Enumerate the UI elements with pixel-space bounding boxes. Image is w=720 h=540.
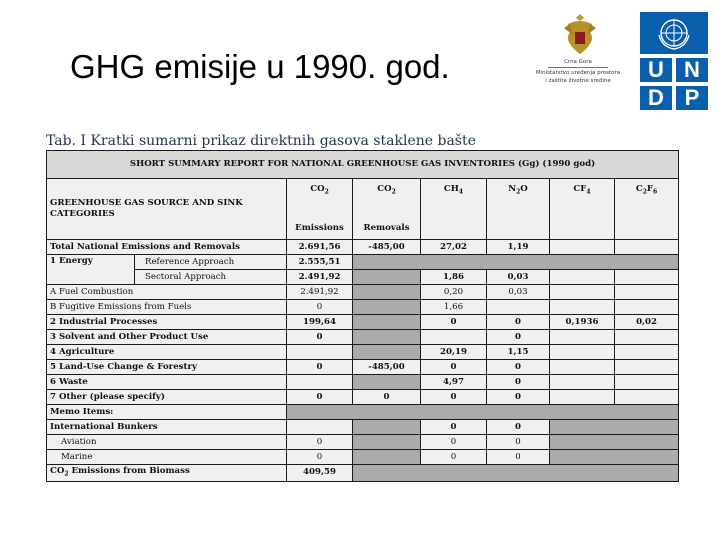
table-row	[47, 285, 679, 300]
cell-ch4: 1,86	[421, 270, 487, 285]
coat-of-arms-logo	[560, 10, 600, 60]
table-caption-text: Tab. I Kratki sumarni prikaz direktnih gasova staklene bašte	[46, 133, 476, 149]
cell-n2o: 0	[487, 315, 550, 330]
shaded-cell	[353, 330, 421, 345]
row-label: 6 Waste	[47, 375, 287, 390]
cell-n2o: 0	[487, 390, 550, 405]
cell-co2r: 0	[353, 390, 421, 405]
row-label: 2 Industrial Processes	[47, 315, 287, 330]
table-row	[47, 405, 679, 420]
cell-n2o: 1,19	[487, 240, 550, 255]
header-co2-removals: $CO_2$ Removals	[353, 179, 421, 240]
cell-co2e: 2.691,56	[287, 240, 353, 255]
table-row	[47, 345, 679, 360]
header-co2-emissions: $CO_2$ Emissions	[287, 179, 353, 240]
cell-n2o: 0	[487, 360, 550, 375]
table-row	[47, 255, 679, 270]
cell-c2f6	[615, 240, 679, 255]
ministry-label	[528, 58, 628, 85]
row-label: 7 Other (please specify)	[47, 390, 287, 405]
report-title-row	[47, 151, 679, 179]
shaded-cell	[353, 435, 421, 450]
cell-ch4: 0	[421, 450, 487, 465]
report-title: SHORT SUMMARY REPORT FOR NATIONAL GREENHOUSE GAS INVENTORIES (Gg) (1990 god)	[47, 151, 679, 179]
cell-co2e: 0	[287, 300, 353, 315]
table-row	[47, 450, 679, 465]
row-label: Aviation	[47, 435, 287, 450]
row-label: Total National Emissions and Removals	[47, 240, 287, 255]
shaded-cell	[353, 255, 679, 270]
shaded-cell	[353, 300, 421, 315]
table-row	[47, 330, 679, 345]
cell-n2o: 0	[487, 330, 550, 345]
row-label: 4 Agriculture	[47, 345, 287, 360]
cell-n2o: 0	[487, 420, 550, 435]
row-label: 3 Solvent and Other Product Use	[47, 330, 287, 345]
header-n2o: $N_2O$	[487, 179, 550, 240]
table-row	[47, 300, 679, 315]
undp-letter-d: D	[640, 86, 672, 110]
table-row	[47, 465, 679, 482]
row-label: Memo Items:	[47, 405, 287, 420]
table-row	[47, 315, 679, 330]
shaded-cell	[353, 270, 421, 285]
cell-ch4: 0	[421, 390, 487, 405]
ghg-summary-table	[46, 150, 679, 482]
cell-co2e: 2.555,51	[287, 255, 353, 270]
shaded-cell	[353, 315, 421, 330]
undp-letter-u: U	[640, 58, 672, 82]
cell-cf4: 0,1936	[550, 315, 615, 330]
table-row	[47, 270, 679, 285]
cell-co2e: 2.491,92	[287, 285, 353, 300]
shaded-cell	[353, 375, 421, 390]
cell-co2e: 199,64	[287, 315, 353, 330]
cell-ch4: 4,97	[421, 375, 487, 390]
cell-ch4: 27,02	[421, 240, 487, 255]
ministry-line-1: Crna Gora	[564, 59, 592, 65]
cell-n2o: 0	[487, 435, 550, 450]
shaded-cell	[353, 420, 421, 435]
cell-ch4: 20,19	[421, 345, 487, 360]
cell-n2o: 0	[487, 375, 550, 390]
table-row	[47, 360, 679, 375]
header-row	[47, 179, 679, 240]
shaded-cell	[550, 450, 679, 465]
shaded-cell	[353, 450, 421, 465]
row-label: $CO_2$ Emissions from Biomass	[47, 465, 287, 482]
table-row	[47, 240, 679, 255]
header-cf4: $CF_4$	[550, 179, 615, 240]
cell-co2e: 2.491,92	[287, 270, 353, 285]
cell-n2o: 0,03	[487, 285, 550, 300]
row-label: A Fuel Combustion	[47, 285, 287, 300]
header-c2f6: $C_2F_6$	[615, 179, 679, 240]
cell-co2e: 0	[287, 390, 353, 405]
header-ch4: $CH_4$	[421, 179, 487, 240]
cell-co2e: 409,59	[287, 465, 353, 482]
shaded-cell	[550, 420, 679, 435]
table-row	[47, 420, 679, 435]
cell-ch4: 0,20	[421, 285, 487, 300]
cell-ch4: 0	[421, 315, 487, 330]
shaded-cell	[550, 435, 679, 450]
ministry-line-3: i zaštite životne sredine	[545, 78, 611, 84]
cell-co2r: -485,00	[353, 360, 421, 375]
table-caption	[46, 133, 476, 149]
cell-co2e: 0	[287, 330, 353, 345]
cell-ch4: 0	[421, 435, 487, 450]
cell-c2f6: 0,02	[615, 315, 679, 330]
undp-logo	[640, 12, 708, 110]
undp-letter-n: N	[676, 58, 708, 82]
cell-co2e: 0	[287, 435, 353, 450]
shaded-cell	[353, 285, 421, 300]
shaded-cell	[287, 405, 679, 420]
cell-n2o: 1,15	[487, 345, 550, 360]
row-sublabel: Reference Approach	[135, 255, 287, 270]
undp-letter-p: P	[676, 86, 708, 110]
cell-cf4	[550, 240, 615, 255]
row-label: 5 Land-Use Change & Forestry	[47, 360, 287, 375]
shaded-cell	[353, 345, 421, 360]
cell-co2e: 0	[287, 360, 353, 375]
cell-ch4: 0	[421, 420, 487, 435]
shaded-cell	[353, 465, 679, 482]
row-label: International Bunkers	[47, 420, 287, 435]
cell-ch4: 0	[421, 360, 487, 375]
cell-co2r: -485,00	[353, 240, 421, 255]
cell-n2o: 0	[487, 450, 550, 465]
row-label: Marine	[47, 450, 287, 465]
cell-n2o: 0,03	[487, 270, 550, 285]
cell-ch4: 1,66	[421, 300, 487, 315]
cell-co2e: 0	[287, 450, 353, 465]
un-globe-icon	[640, 12, 708, 54]
slide-title: GHG emisije u 1990. god.	[70, 48, 450, 85]
table-row	[47, 390, 679, 405]
row-sublabel: Sectoral Approach	[135, 270, 287, 285]
ministry-line-2: Ministarstvo uređenja prostora	[535, 70, 621, 76]
row-label: B Fugitive Emissions from Fuels	[47, 300, 287, 315]
table-row	[47, 435, 679, 450]
header-category: GREENHOUSE GAS SOURCE AND SINK CATEGORIES	[47, 179, 287, 240]
row-label: 1 Energy	[47, 255, 135, 285]
table-row	[47, 375, 679, 390]
